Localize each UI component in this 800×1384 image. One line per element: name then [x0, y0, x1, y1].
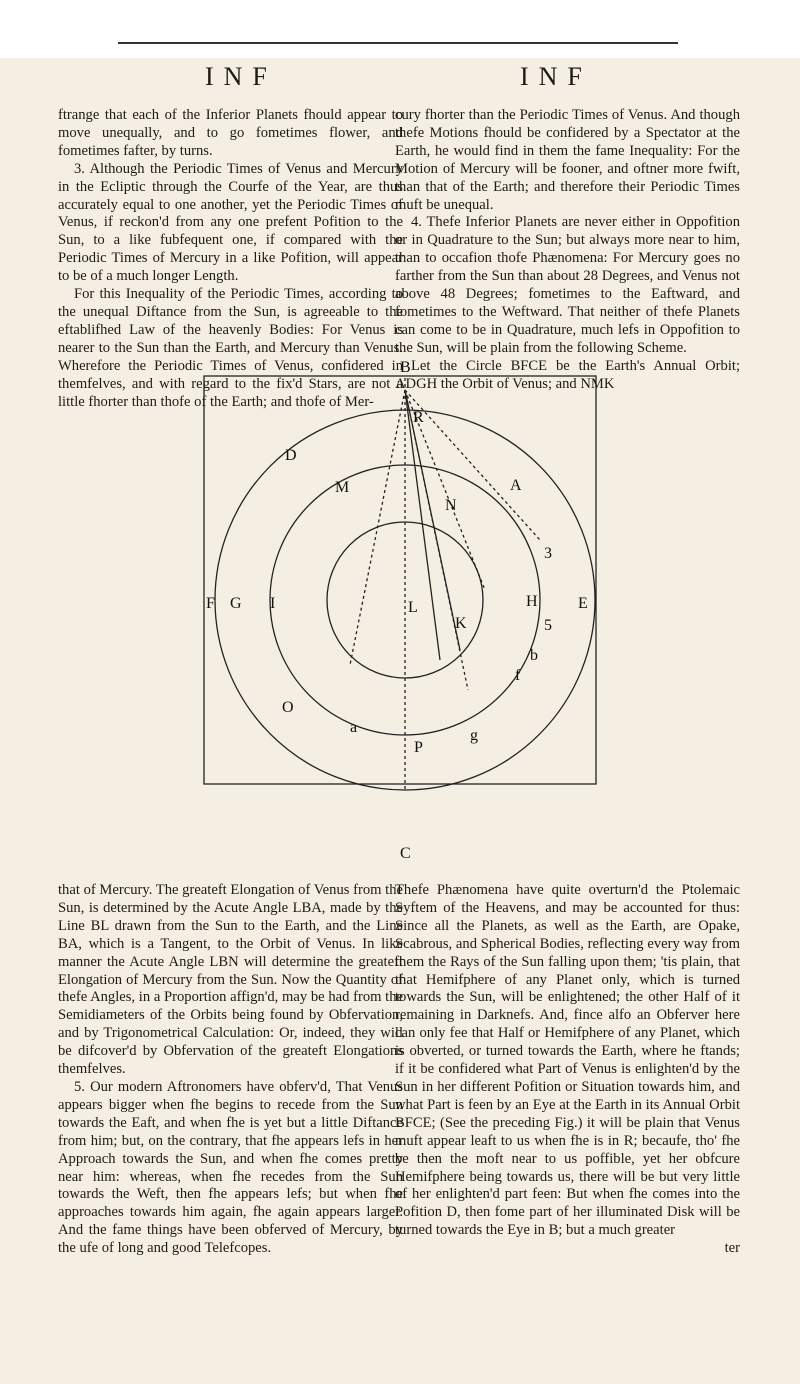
label-d: D: [285, 447, 297, 464]
label-p: P: [414, 739, 423, 756]
label-k: K: [455, 615, 467, 632]
paragraph: For this Inequality of the Periodic Times, according to the unequal Diftance from the Sun, is agreeable to the eftablifhed Law of the heavenly Bodies: For Venus is nearer to the Sun than the Earth, and Mercury than Venus. Wherefore the Periodic Times of Venus, confidered in themfelves, and with regard to the fix'd Stars, are not a little fhorter than thofe of the Earth; and thofe of Mer-: [58, 286, 403, 410]
label-b-lower: b: [530, 647, 538, 664]
running-head-left: INF: [205, 62, 277, 91]
label-c: C: [400, 845, 411, 860]
orbit-diagram: [200, 360, 600, 860]
paragraph: cury fhorter than the Periodic Times of Venus. And though thefe Motions fhould be confidered by a Spectator at the Earth, he would find in them the fame Inequality: For the Motion of Mercury will be fooner, and oftner more fwift, than that of the Earth; and therefore their Periodic Times muft be unequal.: [395, 107, 740, 213]
label-g: G: [230, 595, 242, 612]
paragraph: ftrange that each of the Inferior Planets fhould appear to move unequally, and to go fometimes flower, and fometimes fafter, by turns.: [58, 107, 403, 159]
tangent-ba: [405, 390, 540, 540]
label-e: E: [578, 595, 588, 612]
paragraph: Let the Circle BFCE be the Earth's Annual Orbit; ADGH the Orbit of Venus; and NMK: [395, 357, 740, 392]
paragraph: 3. Although the Periodic Times of Venus and Mercury in the Ecliptic through the Courfe of the Year, are thus accurately equal to one another, yet the Periodic Times of Venus, if reckon'd from any one prefent Pofition to the Sun, to a like fubfequent one, if compared with the Periodic Times of Mercury in a like Pofition, will appear to be of a much longer Length.: [58, 160, 403, 285]
label-g-lower: g: [470, 727, 478, 744]
column-right-top: [395, 107, 740, 394]
label-l: L: [408, 599, 418, 616]
label-5: 5: [544, 617, 552, 634]
running-head-right: INF: [520, 62, 592, 91]
label-a: A: [510, 477, 522, 494]
label-o: O: [282, 699, 294, 716]
label-h: H: [526, 593, 538, 610]
label-m: M: [335, 479, 350, 496]
column-left-bottom: [58, 882, 403, 1258]
header-rule: [118, 42, 678, 44]
label-n: N: [445, 497, 457, 514]
label-i: I: [270, 595, 276, 612]
label-a-lower: a: [350, 719, 358, 736]
line-bk: [405, 390, 440, 660]
label-b: B: [400, 360, 411, 376]
paragraph: that of Mercury. The greateft Elongation of Venus from the Sun, is determined by the Acute Angle LBA, made by the Line BL drawn from the Sun to the Earth, and the Line BA, which is a Tangent, to the Orbit of Venus. In like manner the Acute Angle LBN will determine the greateft Elongation of Mercury from the Sun. Now the Quantity of thefe Angles, in a Proportion affign'd, may be had from the Semidiameters of the Orbits being found by Obfervation, and by Trigonometrical Calculation: Or, indeed, they will be difcover'd by Obfervation of the greateft Elongations themfelves.: [58, 882, 403, 1078]
paragraph: 4. Thefe Inferior Planets are never either in Oppofition or in Quadrature to the Sun; but always more near to him, than to occafion thofe Phænomena: For Mercury goes no farther from the Sun than about 28 Degrees, and Venus not above 48 Degrees; fometimes to the Eaftward, and fometimes to the Weftward. That neither of thefe Planets can come to be in Quadrature, much lefs in Oppofition to the Sun, will be plain from the following Scheme.: [395, 214, 740, 356]
label-f-lower: f: [515, 667, 521, 684]
scan-top-margin: [0, 0, 800, 58]
paragraph: Thefe Phænomena have quite overturn'd the Ptolemaic Syftem of the Heavens, and may be accounted for thus: Since all the Planets, as well as the Earth, are Opake, Scabrous, and Spherical Bodies, reflecting every way from them the Rays of the Sun falling upon them; 'tis plain, that that Hemifphere of any Planet only, which is turned towards the Sun, will be enlightened; the other Half of it remaining in Darknefs. And, fince alfo an Obferver here can only fee that Half or Hemifphere of any Planet, which is obverted, or turned towards the Earth, where he ftands; if it be confidered what Part of Venus is enlighten'd by the Sun in her different Pofition or Situation towards him, and what Part is feen by an Eye at the Earth in its Annual Orbit BFCE; (See the preceding Fig.) it will be plain that Venus muft appear leaft to us when fhe is in R; becaufe, tho' fhe be then the moft near to us poffible, yet her obfcure Hemifphere being towards us, there will be but very little of her enlighten'd part feen: But when fhe comes into the Pofition D, then fome part of her illuminated Disk will be turned towards the Eye in B; but a much greater: [395, 882, 740, 1239]
label-3: 3: [544, 545, 552, 562]
label-r: R: [413, 409, 424, 426]
catchword: ter: [724, 1240, 740, 1257]
line-bg: [350, 390, 405, 665]
figure-frame: [204, 376, 596, 784]
label-f: F: [206, 595, 215, 612]
paragraph: 5. Our modern Aftronomers have obferv'd, That Venus appears bigger when fhe begins to recede from the Sun towards the Eaft, and when fhe is yet but a little Diftance from him; but, on the contrary, that fhe appears lefs in her Approach towards the Sun, and when fhe comes pretty near him: whereas, when fhe recedes from the Sun towards the Weft, then fhe appears lefs; but when fhe approaches towards him again, fhe again appears larger. And the fame things have been obferved of Mercury, by the ufe of long and good Telefcopes.: [58, 1078, 403, 1257]
column-right-bottom: [395, 882, 740, 1258]
